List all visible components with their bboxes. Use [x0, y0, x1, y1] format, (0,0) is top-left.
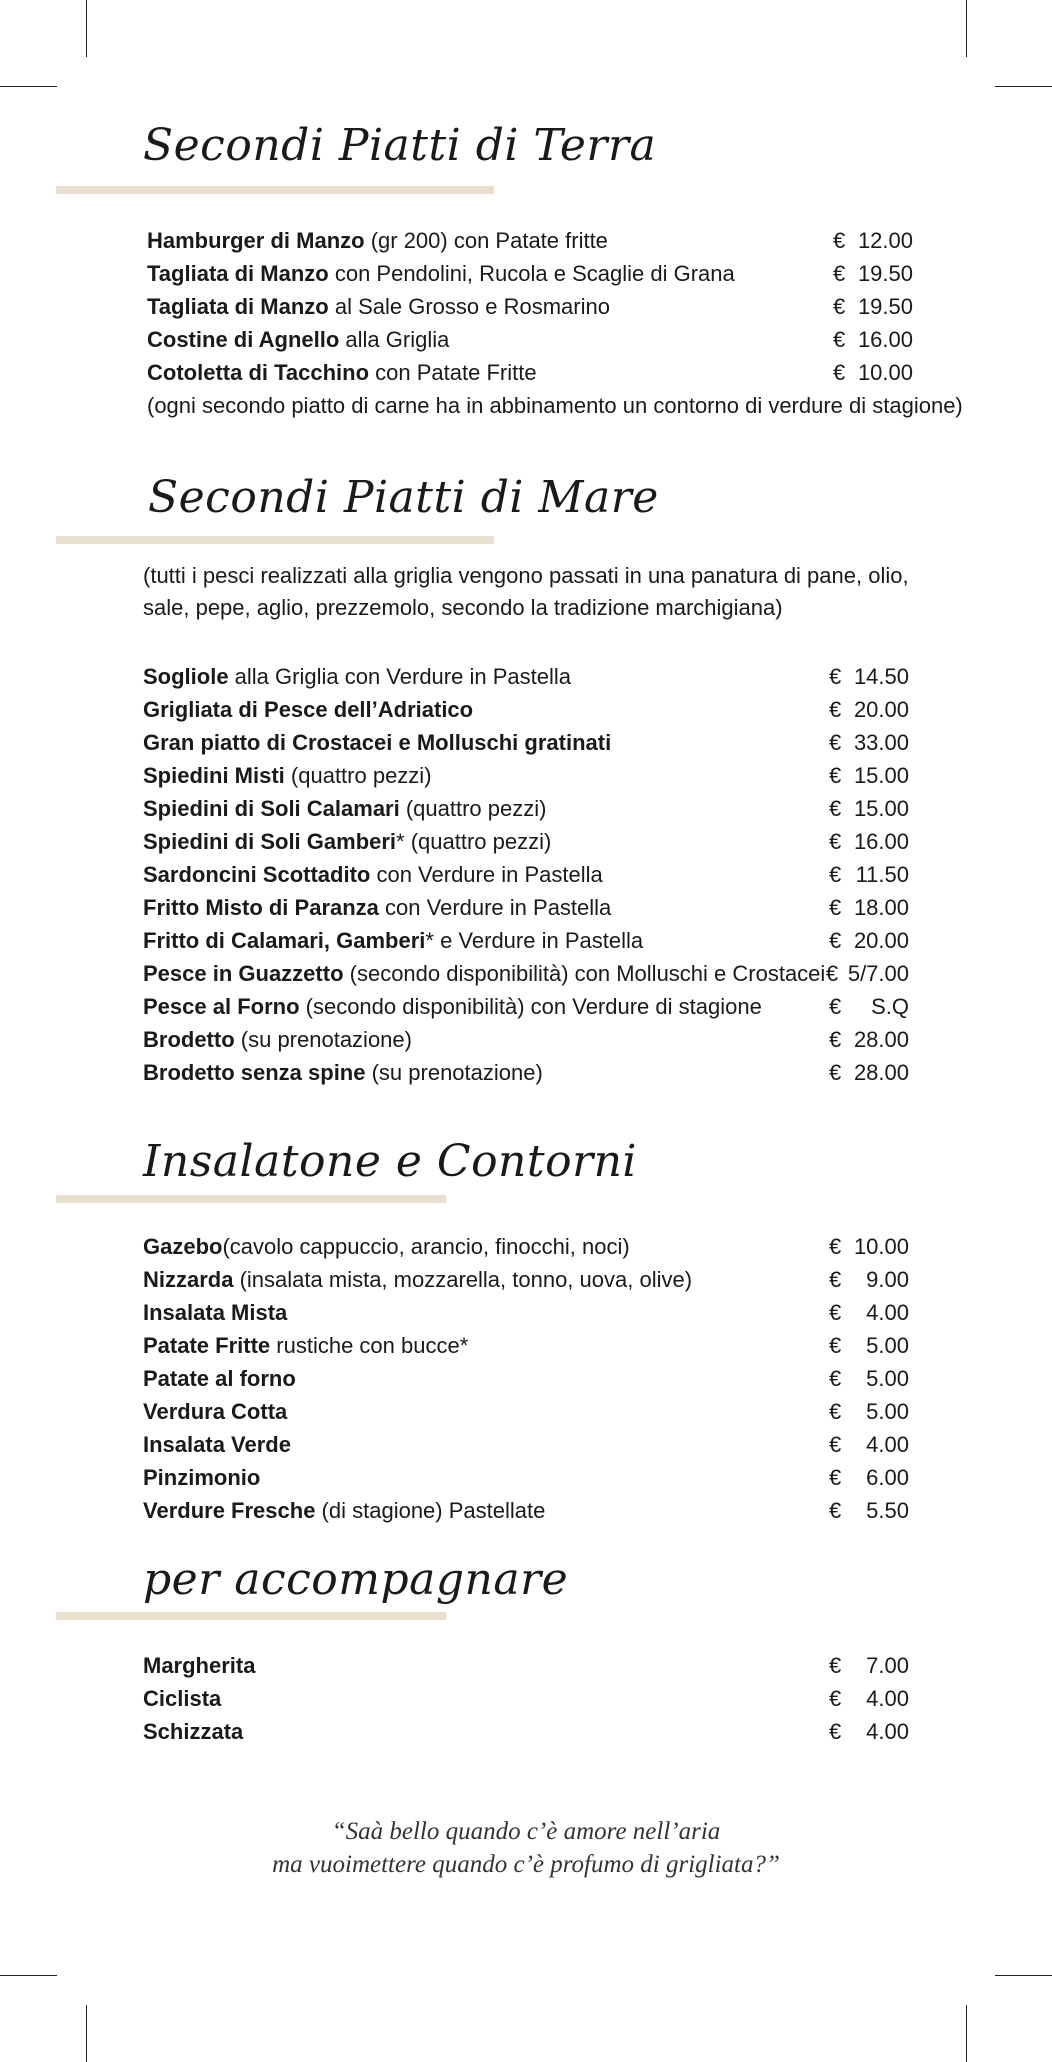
item-desc: con Patate Fritte: [369, 360, 537, 385]
item-name: Verdure Fresche: [143, 1498, 316, 1523]
item-price: € 4.00: [829, 1300, 909, 1325]
item-name: Costine di Agnello: [147, 327, 340, 352]
item-price: € 15.00: [829, 796, 909, 821]
menu-item: [143, 1649, 909, 1682]
item-name: Brodetto senza spine: [143, 1060, 366, 1085]
menu-item: [143, 1395, 909, 1428]
menu-item: [143, 1715, 909, 1748]
item-name: Tagliata di Manzo: [147, 294, 329, 319]
menu-item: [147, 224, 913, 257]
menu-item: [143, 1263, 909, 1296]
item-name: Margherita: [143, 1653, 256, 1678]
item-name: Patate Fritte: [143, 1333, 271, 1358]
item-price: € 5.50: [829, 1498, 909, 1523]
item-price: € 16.00: [829, 829, 909, 854]
section-intro-mare: (tutti i pesci realizzati alla griglia vengono passati in una panatura di pane, olio, sale, pepe, aglio, prezzemolo, secondo la tradizione marchigiana): [143, 563, 909, 620]
item-price: € 4.00: [829, 1432, 909, 1457]
section-title-terra: Secondi Piatti di Terra: [143, 120, 657, 171]
item-desc: (quattro pezzi): [399, 796, 547, 821]
item-desc: alla Griglia con Verdure in Pastella: [228, 664, 571, 689]
item-name: Tagliata di Manzo: [147, 261, 329, 286]
item-name: Gran piatto di Crostacei e Molluschi gratinati: [143, 730, 612, 755]
item-name: Schizzata: [143, 1719, 244, 1744]
item-name: Patate al forno: [143, 1366, 296, 1391]
menu-item: [147, 257, 913, 290]
menu-item: [143, 1296, 909, 1329]
item-name: Sogliole: [143, 664, 229, 689]
quote-line-2: ma vuoimettere quando c’è profumo di grigliata?”: [272, 1851, 780, 1878]
item-name: Insalata Verde: [143, 1432, 291, 1457]
menu-item: [143, 1023, 909, 1056]
menu-list-contorni: [143, 1230, 909, 1527]
menu-item: [147, 290, 913, 323]
item-price: € 7.00: [829, 1653, 909, 1678]
section-title-accompagnare: per accompagnare: [143, 1554, 569, 1605]
item-name: Nizzarda: [143, 1267, 234, 1292]
item-desc: alla Griglia: [339, 327, 450, 352]
menu-item: [143, 1494, 909, 1527]
item-name: Pinzimonio: [143, 1465, 261, 1490]
menu-item: [143, 825, 909, 858]
menu-item: [147, 323, 913, 356]
item-name: Ciclista: [143, 1686, 222, 1711]
item-desc: rustiche con bucce*: [270, 1333, 469, 1358]
item-price: € 12.00: [833, 228, 913, 253]
quote-line-1: “Saà bello quando c’è amore nell’aria: [331, 1818, 721, 1845]
item-name: Spiedini Misti: [143, 763, 285, 788]
item-price: € 11.50: [829, 862, 909, 887]
item-name: Hamburger di Manzo: [147, 228, 365, 253]
menu-list-terra: [147, 224, 963, 422]
menu-item: [143, 1461, 909, 1494]
menu-item: [143, 792, 909, 825]
item-name: Sardoncini Scottadito: [143, 862, 371, 887]
item-name: Fritto Misto di Paranza: [143, 895, 379, 920]
item-desc: (su prenotazione): [365, 1060, 543, 1085]
item-price: € 20.00: [829, 928, 909, 953]
item-price: € 6.00: [829, 1465, 909, 1490]
menu-item: [143, 1230, 909, 1263]
item-name: Grigliata di Pesce dell’Adriatico: [143, 697, 474, 722]
menu-item: [143, 1428, 909, 1461]
section-note: (ogni secondo piatto di carne ha in abbinamento un contorno di verdure di stagione): [147, 393, 963, 418]
item-desc: * e Verdure in Pastella: [425, 928, 644, 953]
item-desc: * (quattro pezzi): [396, 829, 552, 854]
item-price: € 15.00: [829, 763, 909, 788]
menu-item: [143, 693, 909, 726]
crop-mark: [86, 2005, 87, 2062]
item-name: Insalata Mista: [143, 1300, 288, 1325]
menu-item: [147, 356, 913, 389]
closing-quote: [0, 1815, 1052, 1881]
menu-item: [143, 924, 909, 957]
item-price: € 16.00: [833, 327, 913, 352]
title-underline: [56, 186, 494, 194]
item-desc: (quattro pezzi): [284, 763, 432, 788]
item-price: € 28.00: [829, 1027, 909, 1052]
item-desc: con Pendolini, Rucola e Scaglie di Grana: [328, 261, 735, 286]
item-price: € 5/7.00: [825, 961, 909, 986]
section-title-contorni: Insalatone e Contorni: [143, 1136, 638, 1187]
item-name: Pesce in Guazzetto: [143, 961, 344, 986]
item-price: € 10.00: [829, 1234, 909, 1259]
menu-item: [143, 1056, 909, 1089]
menu-item: [143, 990, 909, 1023]
crop-mark: [966, 2005, 967, 2062]
item-name: Brodetto: [143, 1027, 235, 1052]
item-name: Fritto di Calamari, Gamberi: [143, 928, 426, 953]
item-name: Gazebo: [143, 1234, 223, 1259]
crop-mark: [86, 0, 87, 57]
item-desc: (su prenotazione): [234, 1027, 412, 1052]
crop-mark: [0, 1975, 57, 1976]
item-price: € 28.00: [829, 1060, 909, 1085]
menu-item: [143, 1682, 909, 1715]
item-name: Spiedini di Soli Gamberi: [143, 829, 397, 854]
item-name: Pesce al Forno: [143, 994, 300, 1019]
item-desc: (gr 200) con Patate fritte: [364, 228, 608, 253]
menu-item: [143, 957, 909, 990]
item-desc: (secondo disponibilità) con Verdure di stagione: [299, 994, 762, 1019]
item-desc: al Sale Grosso e Rosmarino: [328, 294, 610, 319]
item-price: € 9.00: [829, 1267, 909, 1292]
item-price: € 4.00: [829, 1686, 909, 1711]
item-name: Spiedini di Soli Calamari: [143, 796, 400, 821]
item-price: € 5.00: [829, 1333, 909, 1358]
title-underline: [56, 1195, 446, 1203]
title-underline: [56, 1612, 446, 1620]
item-price: € S.Q: [829, 994, 909, 1019]
item-desc: (insalata mista, mozzarella, tonno, uova, olive): [233, 1267, 693, 1292]
item-price: € 5.00: [829, 1366, 909, 1391]
menu-item: [143, 1329, 909, 1362]
item-desc: (cavolo cappuccio, arancio, finocchi, noci): [222, 1234, 630, 1259]
menu-list-mare: [143, 660, 909, 1089]
item-price: € 19.50: [833, 294, 913, 319]
item-name: Verdura Cotta: [143, 1399, 288, 1424]
item-price: € 33.00: [829, 730, 909, 755]
menu-item: [143, 759, 909, 792]
crop-mark: [966, 0, 967, 57]
menu-item: [143, 726, 909, 759]
item-name: Cotoletta di Tacchino: [147, 360, 370, 385]
item-price: € 18.00: [829, 895, 909, 920]
crop-mark: [0, 86, 57, 87]
item-desc: con Verdure in Pastella: [370, 862, 603, 887]
menu-item: [143, 891, 909, 924]
item-price: € 19.50: [833, 261, 913, 286]
item-desc: (di stagione) Pastellate: [315, 1498, 546, 1523]
title-underline: [56, 536, 494, 544]
item-price: € 14.50: [829, 664, 909, 689]
item-desc: con Verdure in Pastella: [378, 895, 612, 920]
crop-mark: [995, 86, 1052, 87]
menu-item: [143, 858, 909, 891]
crop-mark: [995, 1975, 1052, 1976]
item-price: € 5.00: [829, 1399, 909, 1424]
item-price: € 20.00: [829, 697, 909, 722]
item-price: € 10.00: [833, 360, 913, 385]
menu-item: [143, 1362, 909, 1395]
item-price: € 4.00: [829, 1719, 909, 1744]
item-desc: (secondo disponibilità) con Molluschi e Crostacei: [343, 961, 826, 986]
section-title-mare: Secondi Piatti di Mare: [148, 472, 659, 523]
menu-list-accompagnare: [143, 1649, 909, 1748]
menu-item: [143, 660, 909, 693]
